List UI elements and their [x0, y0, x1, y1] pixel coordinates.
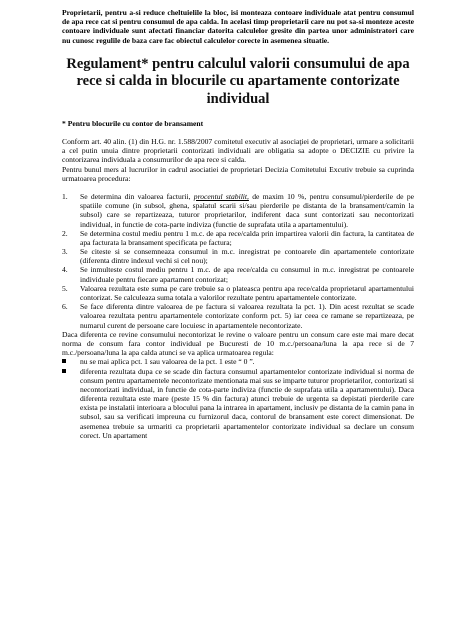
- rule-bullet-list: [62, 357, 414, 440]
- procedure-list: [62, 192, 414, 330]
- list-item: [62, 247, 414, 265]
- item-text: Se face diferenta dintre valoarea de pe factura si valoarea rezultata la pct. 1). Din acest rezultat se scade valoarea rezultata pentru apartamentele contorizate conform pct. 5) iar ceea ce ramane se repartizeaza, pe numarul curent de persoane care locuiesc in apartamentele necontorizate.: [80, 302, 414, 330]
- list-item: [62, 229, 414, 247]
- bullet-text: nu se mai aplica pct. 1 sau valoarea de la pct. 1 este “ 0 ”.: [80, 357, 255, 367]
- bullet-item: [62, 367, 414, 441]
- item-text: Se inmulteste costul mediu pentru 1 m.c. de apa rece/calda cu consumul in m.c. inregistrat pe contoarele individuale pentru fiecare apartament contorizat;: [80, 265, 414, 284]
- item-number: 2.: [62, 228, 68, 238]
- paragraph-legal-basis: Conform art. 40 alin. (1) din H.G. nr. 1.588/2007 comitetul executiv al asociaţiei de proprietari, urmare a solicitarii a cel putin unuia dintre proprietarii contorizati individuali are obligatia sa adopte o DECIZIE cu privire la contorizarea individuala a consumurilor de apa rece si calda.: [62, 137, 414, 165]
- list-item: [62, 284, 414, 302]
- list-item: [62, 265, 414, 283]
- item-text: Se determina din valoarea facturii,: [80, 191, 194, 201]
- paragraph-procedure-intro: Pentru bunul mers al lucrurilor in cadrul asociatiei de proprietari Decizia Comitetului Excutiv trebuie sa cuprinda urmatoarea procedura:: [62, 164, 414, 183]
- item-emphasis: procentul stabilit,: [193, 191, 249, 201]
- square-bullet-icon: [62, 369, 66, 373]
- item-number: 3.: [62, 247, 68, 257]
- item-text: Valoarea rezultata este suma pe care trebuie sa o plateasca pentru apa rece/calda proprietarul apartamentului contorizat. Se calculeaza suma totala a valorilor rezultate pentru apartamentele contorizate.: [80, 283, 414, 302]
- list-item: [62, 192, 414, 229]
- bullet-item: [62, 357, 414, 366]
- square-bullet-icon: [62, 359, 66, 363]
- list-item: [62, 302, 414, 330]
- item-number: 5.: [62, 283, 68, 293]
- item-text-tail: de maxim 10 %, pentru consumul/pierderile de pe spatiile comune (in subsol, ghena, spalatul scarii si/sau pierderile pe distanta de la bransament/camin la subsol) care se repartizeaza, tuturor proprietarilor, indiferent daca sunt contorizati sau necontorizati individual, in functie de cota-parte indiviza (functie de suprafata utila a apartamentului).: [80, 191, 414, 229]
- item-text: Se determina costul mediu pentru 1 m.c. de apa rece/calda prin impartirea valorii din factura, la cantitatea de apa facturata la bransament specificata pe factura;: [80, 228, 414, 247]
- item-number: 4.: [62, 265, 68, 275]
- subheading: * Pentru blocurile cu contor de bransament: [62, 118, 204, 128]
- regulation-title: Regulament* pentru calculul valorii consumului de apa rece si calda in blocurile cu apartamente contorizate individual: [66, 55, 410, 108]
- paragraph-norm-rule: Daca diferenta ce revine consumului necontorizat le revine o valoare pentru un consum care este mai mare decat norma de consum fara contor individual pe Bucuresti de 10 m.c./persoana/luna la apa rece si de 7 m.c./persoana/luna la apa calda atunci se va aplica urmatoarea regula:: [62, 329, 414, 358]
- bullet-text: diferenta rezultata dupa ce se scade din factura consumul apartamentelor contorizate individual si norma de consum pentru apartamentele necontorizate mentionata mai sus se imparte tuturor proprietarilor, contorizati si necontorizati individual, in functie de cota-parte indiviza (functie de suprafata utila a apartamentului). Daca diferenta rezultata este mare (peste 15 % din factura) atunci trebuie de urgenta sa depistati pierderile care exista pe instalatii interioara a blocului pana la intrarea in apartament, inclusiv pe distanta de la camin pana in subsol, sau sa verificati impreuna cu furnizorul daca, contorul de bransament este corect dimensionat. De asemenea trebuie sa urmariti ca proprietarii apartamentelor contorizate individual sa declare un consum corect. Un apartament: [80, 366, 414, 440]
- item-text: Se citeste si se consemneaza consumul in m.c. inregistrat pe contoarele din apartamentele contorizate (diferenta dintre indexul vechi si cel nou);: [80, 247, 414, 266]
- item-number: 1.: [62, 191, 68, 201]
- item-number: 6.: [62, 302, 68, 312]
- intro-paragraph: Proprietarii, pentru a-si reduce cheltuielile la bloc, isi monteaza contoare individuale atat pentru consumul de apa rece cat si pentru consumul de apa calda. In acelasi timp proprietarii care nu pot sa-si monteze aceste contoare individuale sunt afectati financiar datorita calculelor gresite din partea unor administratori care nu cunosc regulile de baza care fac obiectul calculelor corecte in asemenea situatie.: [62, 8, 414, 45]
